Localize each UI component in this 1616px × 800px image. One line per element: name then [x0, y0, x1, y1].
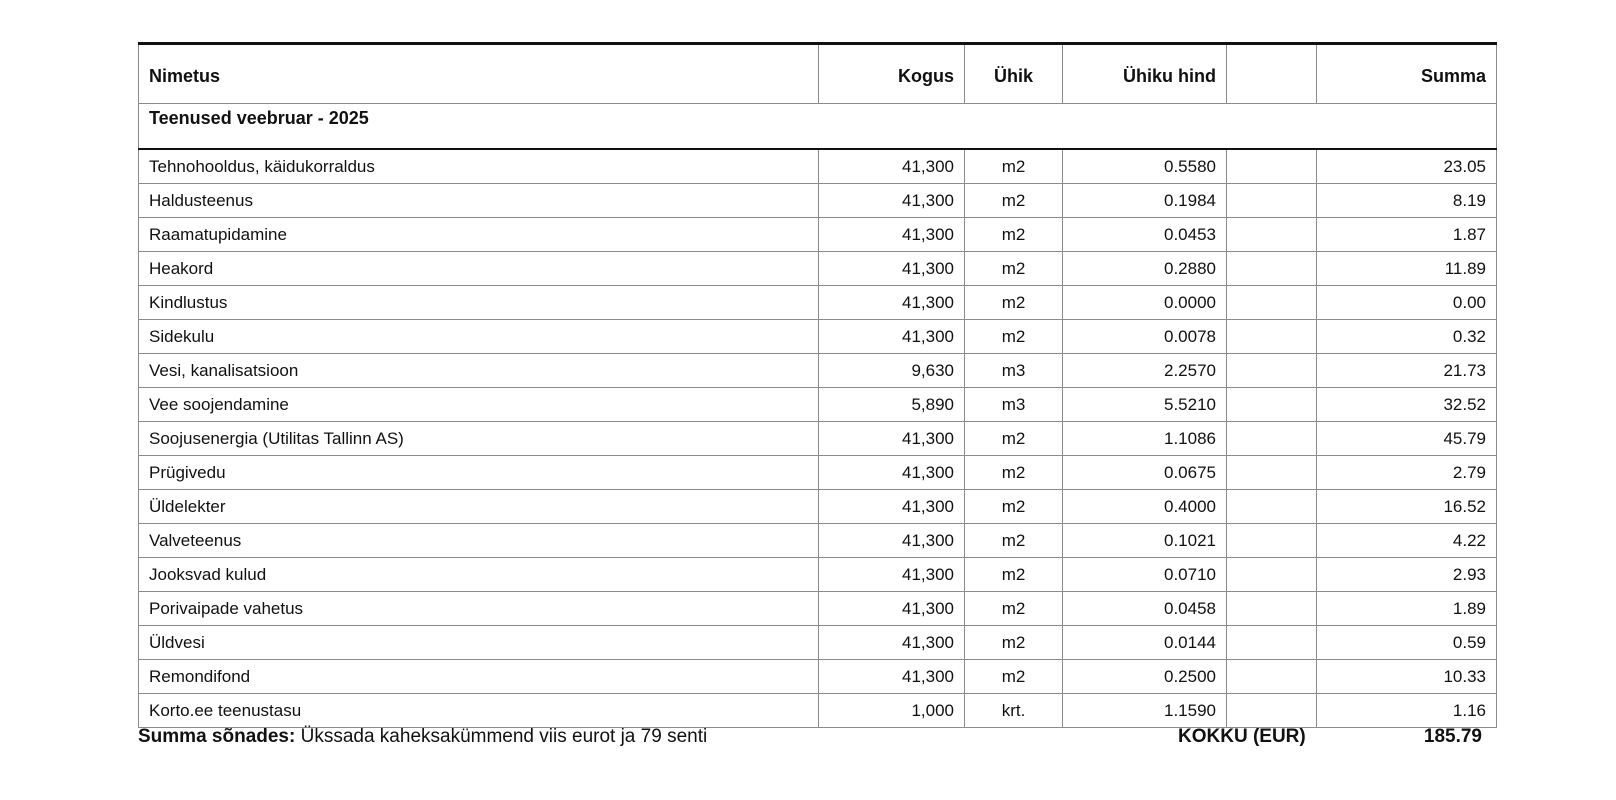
table-row: [139, 252, 1497, 286]
cell-unit-price: 0.0078: [1063, 320, 1227, 354]
cell-unit: m2: [965, 422, 1063, 456]
cell-unit: m2: [965, 524, 1063, 558]
cell-sum: 45.79: [1317, 422, 1497, 456]
table-row: [139, 660, 1497, 694]
cell-unit: m3: [965, 354, 1063, 388]
cell-unit: m2: [965, 252, 1063, 286]
cell-sum: 8.19: [1317, 184, 1497, 218]
table-row: [139, 320, 1497, 354]
cell-sum: 21.73: [1317, 354, 1497, 388]
section-row: [139, 104, 1497, 150]
header-unit: Ühik: [965, 44, 1063, 104]
cell-quantity: 41,300: [819, 320, 965, 354]
cell-unit-price: 0.0000: [1063, 286, 1227, 320]
cell-sum: 10.33: [1317, 660, 1497, 694]
cell-sum: 1.87: [1317, 218, 1497, 252]
cell-blank: [1227, 286, 1317, 320]
cell-name: Vesi, kanalisatsioon: [139, 354, 819, 388]
cell-unit-price: 0.2880: [1063, 252, 1227, 286]
cell-unit: m2: [965, 218, 1063, 252]
table-row: [139, 592, 1497, 626]
cell-name: Prügivedu: [139, 456, 819, 490]
table-row: [139, 558, 1497, 592]
cell-name: Valveteenus: [139, 524, 819, 558]
cell-name: Remondifond: [139, 660, 819, 694]
cell-unit: m2: [965, 149, 1063, 184]
cell-unit-price: 0.2500: [1063, 660, 1227, 694]
header-sum: Summa: [1317, 44, 1497, 104]
table-header-row: [139, 44, 1497, 104]
cell-name: Heakord: [139, 252, 819, 286]
table-body: [139, 149, 1497, 728]
cell-unit: m2: [965, 320, 1063, 354]
table-row: [139, 388, 1497, 422]
table-row: [139, 694, 1497, 728]
cell-name: Soojusenergia (Utilitas Tallinn AS): [139, 422, 819, 456]
table-row: [139, 149, 1497, 184]
table-row: [139, 456, 1497, 490]
cell-quantity: 41,300: [819, 422, 965, 456]
table-row: [139, 626, 1497, 660]
header-blank: [1227, 44, 1317, 104]
cell-sum: 0.32: [1317, 320, 1497, 354]
cell-sum: 2.79: [1317, 456, 1497, 490]
cell-unit-price: 0.1021: [1063, 524, 1227, 558]
cell-quantity: 41,300: [819, 524, 965, 558]
table-row: [139, 286, 1497, 320]
cell-quantity: 41,300: [819, 626, 965, 660]
cell-sum: 2.93: [1317, 558, 1497, 592]
cell-quantity: 41,300: [819, 184, 965, 218]
cell-name: Haldusteenus: [139, 184, 819, 218]
cell-unit: m2: [965, 558, 1063, 592]
cell-unit-price: 0.1984: [1063, 184, 1227, 218]
cell-blank: [1227, 558, 1317, 592]
cell-unit: m2: [965, 592, 1063, 626]
cell-blank: [1227, 149, 1317, 184]
cell-sum: 16.52: [1317, 490, 1497, 524]
cell-blank: [1227, 388, 1317, 422]
cell-unit-price: 0.4000: [1063, 490, 1227, 524]
cell-quantity: 5,890: [819, 388, 965, 422]
section-title: Teenused veebruar - 2025: [139, 104, 1497, 150]
cell-blank: [1227, 626, 1317, 660]
cell-name: Raamatupidamine: [139, 218, 819, 252]
cell-unit-price: 1.1086: [1063, 422, 1227, 456]
sum-in-words-text: Ükssada kaheksakümmend viis eurot ja 79 senti: [300, 726, 708, 747]
total-label: KOKKU (EUR): [1178, 726, 1306, 747]
sum-in-words: [138, 726, 707, 748]
cell-sum: 0.59: [1317, 626, 1497, 660]
cell-blank: [1227, 422, 1317, 456]
header-name: Nimetus: [139, 44, 819, 104]
table-row: [139, 218, 1497, 252]
cell-quantity: 41,300: [819, 592, 965, 626]
table-row: [139, 524, 1497, 558]
cell-quantity: 41,300: [819, 558, 965, 592]
total-value: 185.79: [1423, 726, 1482, 747]
cell-blank: [1227, 524, 1317, 558]
cell-sum: 1.89: [1317, 592, 1497, 626]
cell-quantity: 9,630: [819, 354, 965, 388]
cell-unit: m2: [965, 660, 1063, 694]
cell-sum: 4.22: [1317, 524, 1497, 558]
table-row: [139, 184, 1497, 218]
table-row: [139, 490, 1497, 524]
cell-blank: [1227, 320, 1317, 354]
cell-unit: m2: [965, 456, 1063, 490]
cell-unit: m2: [965, 184, 1063, 218]
cell-sum: 11.89: [1317, 252, 1497, 286]
cell-name: Vee soojendamine: [139, 388, 819, 422]
cell-name: Korto.ee teenustasu: [139, 694, 819, 728]
cell-quantity: 41,300: [819, 490, 965, 524]
cell-unit-price: 0.0453: [1063, 218, 1227, 252]
cell-sum: 0.00: [1317, 286, 1497, 320]
cell-unit-price: 0.0144: [1063, 626, 1227, 660]
cell-unit: m2: [965, 286, 1063, 320]
cell-unit: m3: [965, 388, 1063, 422]
cell-blank: [1227, 660, 1317, 694]
header-quantity: Kogus: [819, 44, 965, 104]
cell-name: Sidekulu: [139, 320, 819, 354]
cell-unit-price: 0.5580: [1063, 149, 1227, 184]
cell-unit-price: 0.0675: [1063, 456, 1227, 490]
cell-blank: [1227, 184, 1317, 218]
cell-quantity: 41,300: [819, 252, 965, 286]
cell-blank: [1227, 252, 1317, 286]
cell-unit-price: 0.0710: [1063, 558, 1227, 592]
cell-blank: [1227, 354, 1317, 388]
cell-unit-price: 2.2570: [1063, 354, 1227, 388]
cell-name: Üldvesi: [139, 626, 819, 660]
sum-in-words-label: Summa sõnades:: [138, 726, 296, 747]
table-row: [139, 422, 1497, 456]
cell-quantity: 41,300: [819, 660, 965, 694]
cell-quantity: 41,300: [819, 456, 965, 490]
cell-blank: [1227, 592, 1317, 626]
cell-unit-price: 5.5210: [1063, 388, 1227, 422]
cell-name: Kindlustus: [139, 286, 819, 320]
cell-unit-price: 0.0458: [1063, 592, 1227, 626]
cell-name: Tehnohooldus, käidukorraldus: [139, 149, 819, 184]
cell-unit: m2: [965, 490, 1063, 524]
cell-blank: [1227, 490, 1317, 524]
cell-blank: [1227, 456, 1317, 490]
cell-unit: krt.: [965, 694, 1063, 728]
cell-sum: 23.05: [1317, 149, 1497, 184]
cell-name: Üldelekter: [139, 490, 819, 524]
cell-name: Porivaipade vahetus: [139, 592, 819, 626]
cell-blank: [1227, 694, 1317, 728]
cell-blank: [1227, 218, 1317, 252]
table-row: [139, 354, 1497, 388]
invoice-footer: [138, 726, 1496, 756]
cell-unit-price: 1.1590: [1063, 694, 1227, 728]
header-unit-price: Ühiku hind: [1063, 44, 1227, 104]
cell-quantity: 41,300: [819, 286, 965, 320]
cell-quantity: 41,300: [819, 149, 965, 184]
cell-unit: m2: [965, 626, 1063, 660]
cell-quantity: 41,300: [819, 218, 965, 252]
cell-quantity: 1,000: [819, 694, 965, 728]
cell-sum: 1.16: [1317, 694, 1497, 728]
cell-name: Jooksvad kulud: [139, 558, 819, 592]
invoice-table: [138, 42, 1497, 728]
cell-sum: 32.52: [1317, 388, 1497, 422]
